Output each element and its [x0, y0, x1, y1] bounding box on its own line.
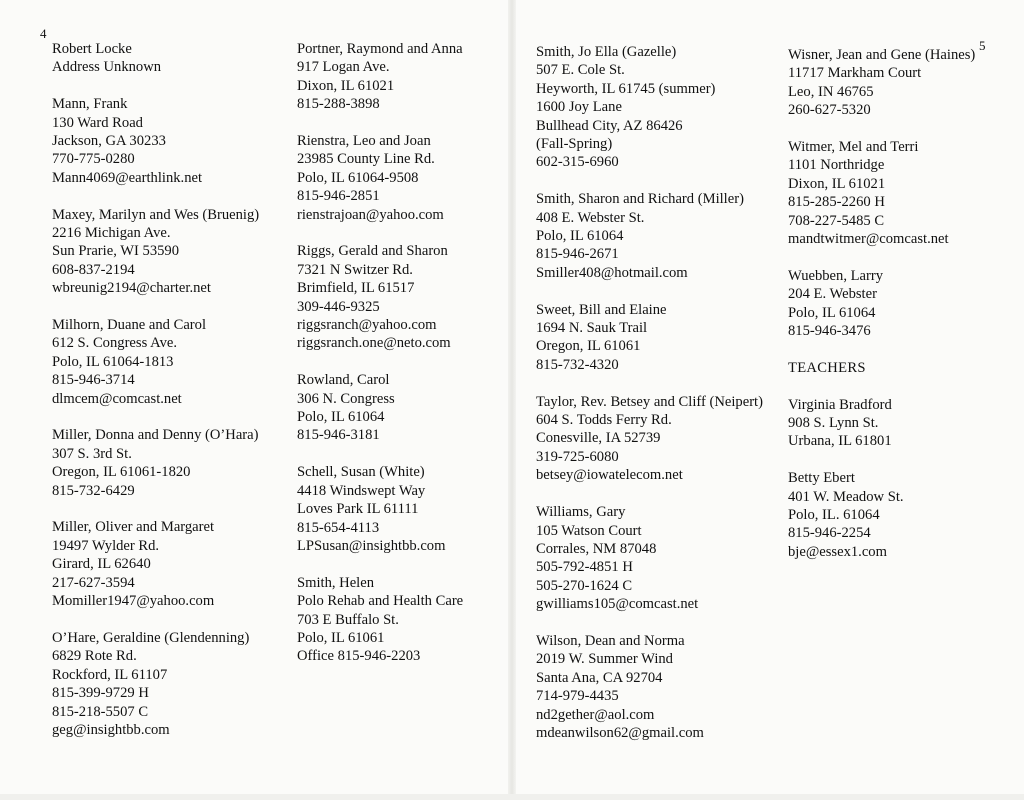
- entry-detail-line: Conesville, IA 52739: [536, 430, 661, 447]
- entry-name: Taylor, Rev. Betsey and Cliff (Neipert): [536, 393, 763, 410]
- entry-detail-line: 1600 Joy Lane: [536, 99, 622, 116]
- entry-name: Wilson, Dean and Norma: [536, 632, 685, 649]
- entry-name: Miller, Oliver and Margaret: [52, 519, 215, 536]
- entry-detail-line: 4418 Windswept Way: [297, 482, 426, 499]
- entry-detail-line: Bullhead City, AZ 86426: [536, 117, 683, 134]
- entry-detail-line: Urbana, IL 61801: [788, 433, 892, 450]
- entry-detail-line: 908 S. Lynn St.: [788, 415, 879, 432]
- entry-detail-line: 815-399-9729 H: [52, 685, 149, 702]
- directory-entry: [52, 316, 259, 408]
- entry-detail-line: nd2gether@aol.com: [536, 706, 655, 723]
- entry-detail-line: 815-288-3898: [297, 96, 380, 113]
- entry-name: Miller, Donna and Denny (O’Hara): [52, 427, 259, 444]
- directory-entry: [52, 518, 259, 610]
- directory-entry: [52, 95, 259, 187]
- entry-detail-line: 307 S. 3rd St.: [52, 445, 132, 462]
- left-page: [0, 0, 510, 800]
- entry-detail-line: Oregon, IL 61061-1820: [52, 464, 191, 481]
- entry-detail-line: 319-725-6080: [536, 448, 619, 465]
- entry-detail-line: 815-946-3714: [52, 372, 135, 389]
- entry-detail-line: riggsranch@yahoo.com: [297, 317, 437, 334]
- entry-detail-line: 815-946-2851: [297, 188, 380, 205]
- entry-detail-line: 602-315-6960: [536, 154, 619, 171]
- entry-detail-line: 604 S. Todds Ferry Rd.: [536, 412, 672, 429]
- entry-name: Virginia Bradford: [788, 396, 892, 413]
- entry-detail-line: 815-946-2671: [536, 246, 619, 263]
- entry-detail-line: gwilliams105@comcast.net: [536, 596, 699, 613]
- entry-detail-line: 7321 N Switzer Rd.: [297, 261, 413, 278]
- directory-entry: [788, 396, 975, 451]
- entry-detail-line: 815-654-4113: [297, 519, 380, 536]
- page-bottom-edge: [0, 794, 1024, 800]
- directory-column: [52, 40, 259, 758]
- entry-detail-line: 309-446-9325: [297, 298, 380, 315]
- entry-detail-line: Dixon, IL 61021: [297, 77, 395, 94]
- entry-detail-line: 770-775-0280: [52, 151, 135, 168]
- entry-name: Betty Ebert: [788, 470, 855, 487]
- entry-detail-line: 815-946-3476: [788, 323, 871, 340]
- entry-name: Williams, Gary: [536, 504, 626, 521]
- entry-detail-line: 608-837-2194: [52, 261, 135, 278]
- entry-detail-line: 1694 N. Sauk Trail: [536, 320, 648, 337]
- entry-detail-line: Oregon, IL 61061: [536, 338, 641, 355]
- entry-name: Rienstra, Leo and Joan: [297, 133, 431, 150]
- entry-detail-line: Jackson, GA 30233: [52, 133, 166, 150]
- entry-name: Smith, Helen: [297, 574, 375, 591]
- entry-detail-line: 815-946-3181: [297, 427, 380, 444]
- entry-detail-line: LPSusan@insightbb.com: [297, 537, 446, 554]
- directory-column: [788, 46, 975, 580]
- directory-entry: [52, 426, 259, 500]
- entry-name: Witmer, Mel and Terri: [788, 139, 919, 156]
- entry-detail-line: 19497 Wylder Rd.: [52, 537, 160, 554]
- entry-detail-line: Mann4069@earthlink.net: [52, 169, 203, 186]
- entry-detail-line: 815-285-2260 H: [788, 194, 885, 211]
- entry-detail-line: 260-627-5320: [788, 102, 871, 119]
- entry-detail-line: Polo, IL 61061: [297, 629, 385, 646]
- directory-entry: [297, 463, 463, 555]
- directory-entry: [536, 393, 763, 485]
- page-number-left: 4: [40, 26, 47, 41]
- entry-detail-line: 1101 Northridge: [788, 157, 885, 174]
- directory-entry: [297, 132, 463, 224]
- entry-detail-line: 6829 Rote Rd.: [52, 648, 137, 665]
- entry-name: Smith, Sharon and Richard (Miller): [536, 191, 744, 208]
- entry-detail-line: Office 815-946-2203: [297, 648, 421, 665]
- entry-detail-line: 917 Logan Ave.: [297, 59, 390, 76]
- entry-name: Maxey, Marilyn and Wes (Bruenig): [52, 206, 260, 223]
- entry-detail-line: 130 Ward Road: [52, 114, 143, 131]
- entry-detail-line: 105 Watson Court: [536, 522, 642, 539]
- entry-detail-line: Polo Rehab and Health Care: [297, 593, 464, 610]
- entry-detail-line: bje@essex1.com: [788, 543, 887, 560]
- directory-entry: [52, 40, 259, 77]
- entry-detail-line: wbreunig2194@charter.net: [52, 280, 211, 297]
- entry-detail-line: Momiller1947@yahoo.com: [52, 593, 215, 610]
- entry-detail-line: 507 E. Cole St.: [536, 62, 625, 79]
- entry-detail-line: Sun Prarie, WI 53590: [52, 243, 180, 260]
- entry-detail-line: Girard, IL 62640: [52, 556, 151, 573]
- entry-detail-line: Loves Park IL 61111: [297, 501, 419, 518]
- entry-detail-line: 306 N. Congress: [297, 390, 395, 407]
- entry-detail-line: Dixon, IL 61021: [788, 175, 886, 192]
- right-page: [514, 0, 1024, 800]
- entry-detail-line: 505-270-1624 C: [536, 577, 633, 594]
- directory-entry: [788, 46, 975, 120]
- entry-detail-line: Address Unknown: [52, 59, 162, 76]
- directory-entry: [788, 469, 975, 561]
- entry-name: Rowland, Carol: [297, 372, 390, 389]
- directory-entry: [788, 138, 975, 248]
- entry-detail-line: Polo, IL 61064-9508: [297, 169, 419, 186]
- directory-entry: [297, 242, 463, 352]
- entry-detail-line: 11717 Markham Court: [788, 65, 922, 82]
- entry-detail-line: mdeanwilson62@gmail.com: [536, 724, 704, 741]
- entry-detail-line: Brimfield, IL 61517: [297, 280, 415, 297]
- entry-detail-line: 815-946-2254: [788, 525, 871, 542]
- entry-name: Robert Locke: [52, 41, 132, 57]
- entry-name: Wuebben, Larry: [788, 267, 884, 284]
- entry-detail-line: 2019 W. Summer Wind: [536, 651, 673, 668]
- entry-detail-line: Santa Ana, CA 92704: [536, 669, 663, 686]
- entry-detail-line: betsey@iowatelecom.net: [536, 467, 683, 484]
- entry-detail-line: 2216 Michigan Ave.: [52, 225, 171, 242]
- directory-entry: [788, 267, 975, 341]
- entry-detail-line: Polo, IL 61064: [536, 228, 624, 245]
- entry-detail-line: rienstrajoan@yahoo.com: [297, 206, 444, 223]
- directory-entry: [536, 190, 763, 282]
- directory-entry: [536, 301, 763, 375]
- directory-entry: [536, 503, 763, 613]
- entry-detail-line: Corrales, NM 87048: [536, 540, 657, 557]
- entry-name: Wisner, Jean and Gene (Haines): [788, 47, 976, 63]
- entry-detail-line: 815-732-4320: [536, 356, 619, 373]
- entry-detail-line: mandtwitmer@comcast.net: [788, 231, 949, 248]
- entry-name: Smith, Jo Ella (Gazelle): [536, 44, 677, 60]
- directory-entry: [297, 40, 463, 114]
- entry-detail-line: 815-732-6429: [52, 482, 135, 499]
- entry-detail-line: geg@insightbb.com: [52, 721, 170, 738]
- entry-detail-line: 815-218-5507 C: [52, 703, 149, 720]
- entry-detail-line: (Fall-Spring): [536, 136, 613, 153]
- directory-entry: [536, 632, 763, 742]
- directory-entry: [297, 371, 463, 445]
- entry-detail-line: 612 S. Congress Ave.: [52, 335, 177, 352]
- directory-entry: [52, 629, 259, 739]
- entry-detail-line: Leo, IN 46765: [788, 83, 874, 100]
- directory-column: [297, 40, 463, 684]
- entry-detail-line: 703 E Buffalo St.: [297, 611, 399, 628]
- entry-detail-line: 408 E. Webster St.: [536, 209, 645, 226]
- entry-detail-line: Smiller408@hotmail.com: [536, 264, 688, 281]
- section-heading: TEACHERS: [788, 359, 866, 376]
- entry-detail-line: Polo, IL 61064-1813: [52, 353, 174, 370]
- entry-detail-line: dlmcem@comcast.net: [52, 390, 182, 407]
- directory-entry: [297, 574, 463, 666]
- page-number-right: 5: [979, 38, 986, 53]
- entry-name: Portner, Raymond and Anna: [297, 41, 463, 57]
- entry-detail-line: 401 W. Meadow St.: [788, 488, 904, 505]
- directory-entry: [52, 206, 259, 298]
- entry-detail-line: 204 E. Webster: [788, 286, 877, 303]
- entry-detail-line: 708-227-5485 C: [788, 212, 885, 229]
- entry-detail-line: Heyworth, IL 61745 (summer): [536, 80, 716, 97]
- entry-name: O’Hare, Geraldine (Glendenning): [52, 629, 250, 646]
- entry-name: Sweet, Bill and Elaine: [536, 301, 667, 318]
- entry-name: Mann, Frank: [52, 96, 128, 113]
- entry-detail-line: riggsranch.one@neto.com: [297, 335, 451, 352]
- directory-entry: [536, 43, 763, 172]
- entry-detail-line: Polo, IL 61064: [297, 409, 385, 426]
- entry-detail-line: Polo, IL. 61064: [788, 507, 880, 524]
- entry-detail-line: 23985 County Line Rd.: [297, 151, 435, 168]
- entry-detail-line: 505-792-4851 H: [536, 559, 633, 576]
- entry-detail-line: 217-627-3594: [52, 574, 135, 591]
- directory-column: [536, 43, 763, 761]
- entry-name: Schell, Susan (White): [297, 464, 425, 481]
- entry-name: Riggs, Gerald and Sharon: [297, 243, 448, 260]
- entry-detail-line: Polo, IL 61064: [788, 304, 876, 321]
- entry-detail-line: Rockford, IL 61107: [52, 666, 168, 683]
- entry-detail-line: 714-979-4435: [536, 688, 619, 705]
- entry-name: Milhorn, Duane and Carol: [52, 317, 207, 334]
